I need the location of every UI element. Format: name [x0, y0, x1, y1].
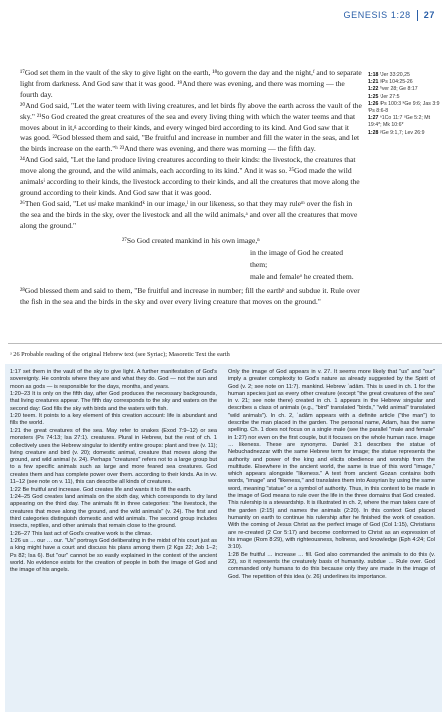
xref-ref: 1:18 [368, 72, 379, 78]
xref-entry [368, 94, 442, 101]
xref-ref: 1:25 [368, 93, 379, 100]
xref-ref: 1:21 [368, 79, 379, 86]
verse-paragraph: ²⁸God blessed them and said to them, "Be fruitful and increase in number; fill the earthᵖ and subdue it. Rule over the fish in the sea and the birds in the sky and over every living creature that moves on the ground." [20, 285, 360, 306]
textual-footnote: ᵃ 26 Probable reading of the original Hebrew text (see Syriac); Masoretic Text the earth [10, 351, 230, 358]
scripture-text [8, 68, 362, 307]
poetry-line: in the image of God he created them; [250, 247, 344, 269]
poetry-line: ²⁷So God created mankind in his own image,ⁿ [122, 235, 260, 245]
cross-references [368, 72, 442, 137]
study-notes-right-column [228, 369, 435, 581]
header-divider [417, 10, 418, 21]
xref-ref: 1:28 [368, 129, 379, 136]
xref-text: ᵍPs 104:25-26 [379, 79, 413, 86]
study-note: 1:24–25 God creates land animals on the sixth day, which corresponds to dry land appearing on the third day. The animals fit in three categories: "the livestock, the creatures that move along the ground, and the wild animals" (v. 24). The first and third categories distinguish domestic and wild animals. The second group includes insects, reptiles, and other animals that remain close to the ground. [10, 493, 217, 530]
study-note: 1:26 us … our … our. "Us" portrays God deliberating in the midst of his court just as a king might have a court and discuss his plans among them (2 Kgs 22; Job 1–2; Ps 82; Isa 6). But "our" cannot be so easily explained in the context of the ancient world. No evidence exists for the creation of people in both the image of God and the image of his angels. [10, 538, 217, 574]
xref-entry [368, 79, 442, 86]
xref-ref: 1:27 [368, 115, 379, 122]
verse-paragraph: ¹⁷God set them in the vault of the sky to give light on the earth, ¹⁸to govern the day and the night,ᶠ and to separate light from darkness. And God saw that it was good. ¹⁹And there was evening, and there was morning — the fourth day. [20, 68, 362, 99]
xref-text: ʲPs 100:3 ᵏGe 9:6; Jas 3:9 ˡPs 8:6-8 [368, 100, 440, 115]
study-notes-panel [5, 364, 442, 712]
xref-entry [368, 72, 442, 79]
verse-paragraph: ²⁶Then God said, "Let usʲ make mankindᵏ in our image,ˡ in our likeness, so that they may ruleᵐ over the fish in the sea and the birds in the sky, over the livestock and all the wild animals,ᵃ and over all the creatures that move along the ground." [20, 198, 358, 230]
study-note: 1:21 the great creatures of the sea. May refer to snakes (Exod 7:9–12) or sea monsters (Ps 74:13; Isa 27:1). creatures. Plural in Hebrew, but the rest of ch. 1 collectively uses the Hebrew singular to identify entire groups: plant and tree (v. 11); living creature and bird (v. 20); domestic animal, creature that moves along the ground, and wild animal (v. 24). Perhaps "creatures" refers not to a large group but to a few specific animals such as large and more feared sea creatures. God creates them and has complete power over them. according to their kinds. As in vv. 11–12 (see note on v. 11), this can describe all kinds of creatures. [10, 427, 217, 486]
xref-ref: 1:26 [368, 100, 379, 107]
study-note: 1:17 set them in the vault of the sky to give light. A further manifestation of God's sovereignty. He controls where they are and what they do. God — not the sun and moon as gods — is responsible for the days, months, and years. [10, 369, 217, 390]
study-note: 1:20 teem. It points to a key element of this creation account: life is abundant and fills the world. [10, 413, 217, 427]
study-note: 1:22 Be fruitful and increase. God creates life and wants it to fill the earth. [10, 486, 192, 493]
study-note: 1:20–23 It is only on the fifth day, after God produces the necessary backgrounds, that living creatures appear. The fifth day corresponds to the sky and waters on the second day: God fills the sky with birds and the waters with fish. [10, 391, 217, 412]
header-reference: GENESIS 1:28 [343, 10, 411, 20]
study-note: Only the image of God appears in v. 27. It seems more likely that "us" and "our" imply a greater complexity to God's nature as already suggested by the Spirit of God (v. 2; see note on 11:7). mankind. Hebrew ʾadām. This is used in ch. 1 for the human species just as every other creature (except "the great creatures of the sea" in v. 21; see note there) created in ch. 1 appears in the Hebrew singular and describes a class of animals (e.g., "bird" translated "birds," "wild animal" translated "wild animals"). In ch. 2, ʾadām appears with a definite article ("the man") to describe the man placed in the garden. The personal name, Adam, has the same spelling. Ch. 1 does not focus on a single male (see the parallel "male and female" in 1:27) nor even on the first couple, but it focuses on the whole human race. image … likeness. These are synonyms. Daniel 3:1 describes the statue of Nebuchadnezzar with the same Hebrew term for image; the statue represents the authority and power of the king and elicits obedience and worship from the multitude. Elsewhere in the ancient world, the same is true of this word "image," which appears alongside "likeness." A text from ancient Gozan contains both words, "image" and "likeness," and translates them into Assyrian by using the same word, meaning "statue" or a symbol of authority. Thus, in this context to be made in the image of God means to rule over the life in the three domains that God created. This rulership is a stewardship. It is illustrated in ch. 2, where the man takes care of the garden (2:15) and names the animals (2:20). In this context God placed humanity on earth to continue his rulership after he finished the work of creation. With the coming of Jesus Christ as the perfect image of God (Col 1:15), Christians are re-created (2 Cor 5:17) and become conformed to Christ as an expression of his image (Rom 8:29), with righteousness, holiness, and knowledge (Eph 4:24; Col 3:10). [228, 369, 435, 551]
page-number: 27 [423, 10, 435, 20]
study-note: 1:28 Be fruitful … increase … fill. God also commanded the animals to do this (v. 22), so it represents the creaturely basis of humanity. subdue … Rule over. God commanded only humans to do this because only they are made in the image of God. The repetition of this idea (v. 26) underlines its importance. [228, 551, 435, 580]
xref-entry [368, 101, 442, 115]
xref-entry [368, 115, 442, 129]
poetry-line: male and femaleᵒ he created them. [250, 271, 354, 281]
study-note: 1:26–27 This last act of God's creative work is the climax. [10, 530, 153, 537]
xref-text: ⁿ1Co 11:7 ᵒGe 5:2; Mt 19:4*; Mk 10:6* [368, 115, 431, 129]
xref-ref: 1:22 [368, 86, 379, 93]
xref-entry [368, 86, 442, 93]
verse-paragraph: ²⁴And God said, "Let the land produce living creatures according to their kinds: the livestock, the creatures that move along the ground, and the wild animals, each according to its kind." And it was so. ²⁵God made the wild animalsⁱ according to their kinds, the livestock according to their kinds, and all the creatures that move along the ground according to their kinds. And God saw that it was good. [20, 155, 360, 197]
xref-text: ᵖGe 9:1,7; Lev 26:9 [379, 129, 425, 136]
xref-text: ⁱJer 27:5 [379, 93, 400, 100]
xref-entry [368, 130, 442, 137]
poetry-block [8, 235, 362, 283]
xref-text: ᶠJer 33:20,25 [379, 72, 410, 78]
divider-rule [8, 343, 442, 344]
xref-text: ʰver 28; Ge 8:17 [379, 86, 418, 93]
study-notes-left-column [10, 369, 217, 575]
running-header [344, 8, 435, 22]
verse-paragraph: ²⁰And God said, "Let the water teem with living creatures, and let birds fly above the earth across the vault of the sky." ²¹So God created the great creatures of the sea and every living thing with which the water teems and that moves about in it,ᵍ according to their kinds, and every winged bird according to its kind. And God saw that it was good. ²²God blessed them and said, "Be fruitful and increase in number and fill the water in the seas, and let the birds increase on the earth."ʰ ²³And there was evening, and there was morning — the fifth day. [20, 100, 362, 154]
